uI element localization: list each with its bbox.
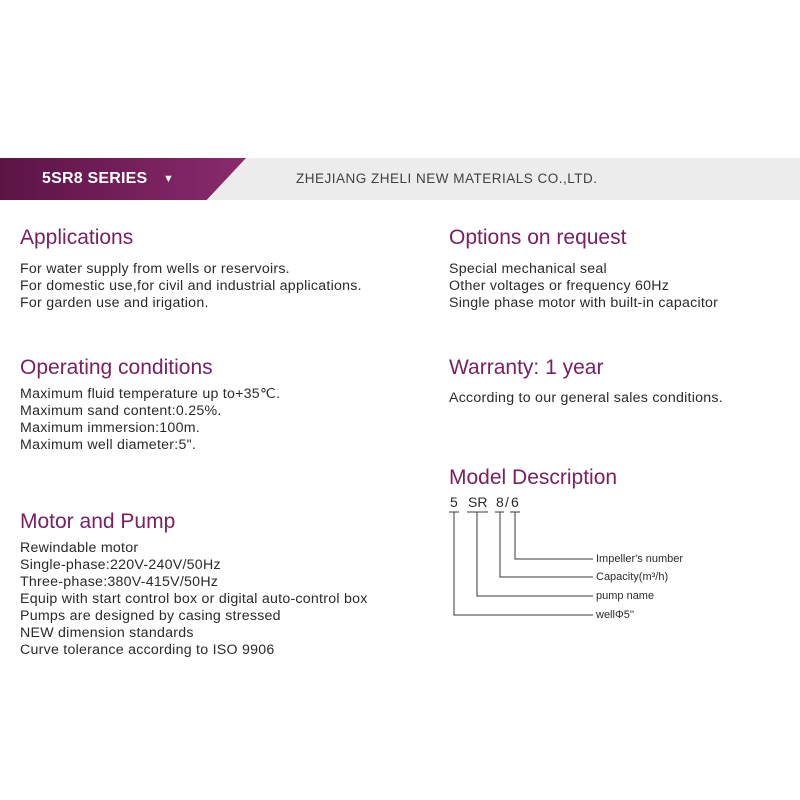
list-item: Single phase motor with built-in capacitor	[449, 295, 719, 311]
motor-and-pump-list	[20, 540, 368, 659]
list-item: For garden use and irigation.	[20, 295, 209, 311]
list-item: Curve tolerance according to ISO 9906	[20, 642, 275, 658]
triangle-down-icon: ▼	[163, 173, 174, 185]
list-item: For water supply from wells or reservoirs.	[20, 261, 290, 277]
operating-conditions-list	[20, 386, 280, 454]
label-impeller-number: Impeller's number	[596, 553, 684, 565]
company-name: ZHEJIANG ZHELI NEW MATERIALS CO.,LTD.	[296, 171, 598, 186]
model-code-well: 5	[450, 494, 458, 510]
warranty-section	[449, 355, 723, 407]
options-heading: Options on request	[449, 226, 627, 249]
operating-conditions-heading: Operating conditions	[20, 356, 213, 379]
model-code-impeller: 6	[511, 494, 519, 510]
list-item: Three-phase:380V-415V/50Hz	[20, 574, 219, 590]
model-code-series: SR	[468, 494, 488, 510]
options-section	[449, 225, 718, 312]
list-item: Maximum sand content:0.25%.	[20, 403, 222, 419]
list-item: Equip with start control box or digital auto-control box	[20, 591, 368, 607]
operating-conditions-section	[20, 355, 280, 454]
applications-heading: Applications	[20, 226, 134, 249]
list-item: For domestic use,for civil and industrial applications.	[20, 278, 362, 294]
list-item: Pumps are designed by casing stressed	[20, 608, 281, 624]
label-capacity: Capacity(m³/h)	[596, 571, 669, 583]
model-description-heading: Model Description	[449, 466, 618, 489]
motor-and-pump-section	[20, 509, 368, 659]
motor-and-pump-heading: Motor and Pump	[20, 510, 176, 533]
list-item: Single-phase:220V-240V/50Hz	[20, 557, 221, 573]
list-item: Maximum well diameter:5".	[20, 437, 197, 453]
applications-section	[20, 225, 362, 312]
series-title: 5SR8 SERIES	[42, 170, 148, 187]
series-banner	[0, 158, 800, 200]
label-well: wellΦ5''	[596, 609, 635, 621]
list-item: According to our general sales conditions.	[449, 390, 723, 406]
list-item: Maximum immersion:100m.	[20, 420, 200, 436]
model-code-diagram	[448, 494, 708, 634]
warranty-heading: Warranty: 1 year	[449, 356, 604, 379]
model-description-section	[449, 465, 617, 491]
options-list	[449, 261, 718, 312]
label-pump-name: pump name	[596, 590, 655, 602]
warranty-text	[449, 390, 723, 407]
list-item: Maximum fluid temperature up to+35℃.	[20, 386, 281, 402]
list-item: Special mechanical seal	[449, 261, 607, 277]
model-code-slash: /	[505, 494, 509, 510]
applications-list	[20, 261, 362, 312]
model-code-capacity: 8	[496, 494, 504, 510]
list-item: Rewindable motor	[20, 540, 139, 556]
list-item: Other voltages or frequency 60Hz	[449, 278, 670, 294]
list-item: NEW dimension standards	[20, 625, 194, 641]
